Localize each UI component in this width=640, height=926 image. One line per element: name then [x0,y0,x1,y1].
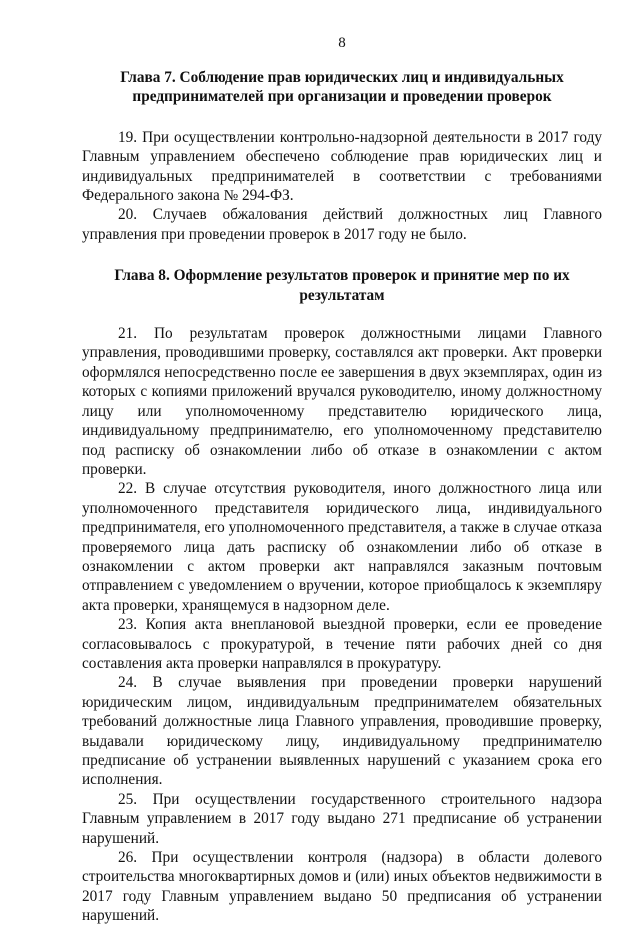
chapter-7-title: Глава 7. Соблюдение прав юридических лиц и индивидуальных предпринимателей при организации и проведении проверок [120,69,564,106]
paragraph-21: 21. По результатам проверок должностными лицами Главного управления, проводившими проверку, составлялся акт проверки. Акт проверки оформлялся непосредственно после ее завершения в двух экземплярах, один из которых с копиями приложений вручался руководителю, иному должностному лицу или уполномоченному представителю юридического лица, индивидуальному предпринимателю, его уполномоченному представителю под расписку об ознакомлении либо об отказе в ознакомлении с актом проверки. [82,325,602,478]
paragraph-23: 23. Копия акта внеплановой выездной проверки, если ее проведение согласовывалось с прокуратурой, в течение пяти рабочих дней со дня составления акта проверки направлялся в прокуратуру. [82,616,602,672]
paragraph-24: 24. В случае выявления при проведении проверки нарушений юридическим лицом, индивидуальным предпринимателем обязательных требований должностные лица Главного управления, проводившие проверку, выдавали юридическому лицу, индивидуальному предпринимателю предписание об устранении выявленных нарушений с указанием срока его исполнения. [82,674,602,789]
paragraph-25: 25. При осуществлении государственного строительного надзора Главным управлением в 2017 году выдано 271 предписание об устранении нарушений. [82,790,602,847]
chapter-8-title: Глава 8. Оформление результатов проверок и принятие мер по их результатам [114,267,570,304]
paragraph-19: 19. При осуществлении контрольно-надзорной деятельности в 2017 году Главным управлением обеспечено соблюдение прав юридических лиц и индивидуальных предпринимателей в соответствии с требованиями Федерального закона № 294-ФЗ. [82,128,602,205]
paragraph-26: 26. При осуществлении контроля (надзора) в области долевого строительства многоквартирных домов и (или) иных объектов недвижимости в 2017 году Главным управлением выдано 50 предписания об устранении нарушений. [82,849,602,925]
paragraph-20: 20. Случаев обжалования действий должностных лиц Главного управления при проведении проверок в 2017 году не было. [82,206,602,243]
page-number: 8 [338,35,346,51]
document-page [82,34,602,926]
paragraph-22: 22. В случае отсутствия руководителя, иного должностного лица или уполномоченного представителя юридического лица, индивидуального предпринимателя, его уполномоченного представителя, а также в случае отказа проверяемого лица дать расписку об ознакомлении либо об отказе в ознакомлении с актом проверки акт направлялся заказным почтовым отправлением с уведомлением о вручении, которое приобщалось к экземпляру акта проверки, хранящемуся в надзорном деле. [82,480,602,614]
section-spacer [82,244,602,266]
